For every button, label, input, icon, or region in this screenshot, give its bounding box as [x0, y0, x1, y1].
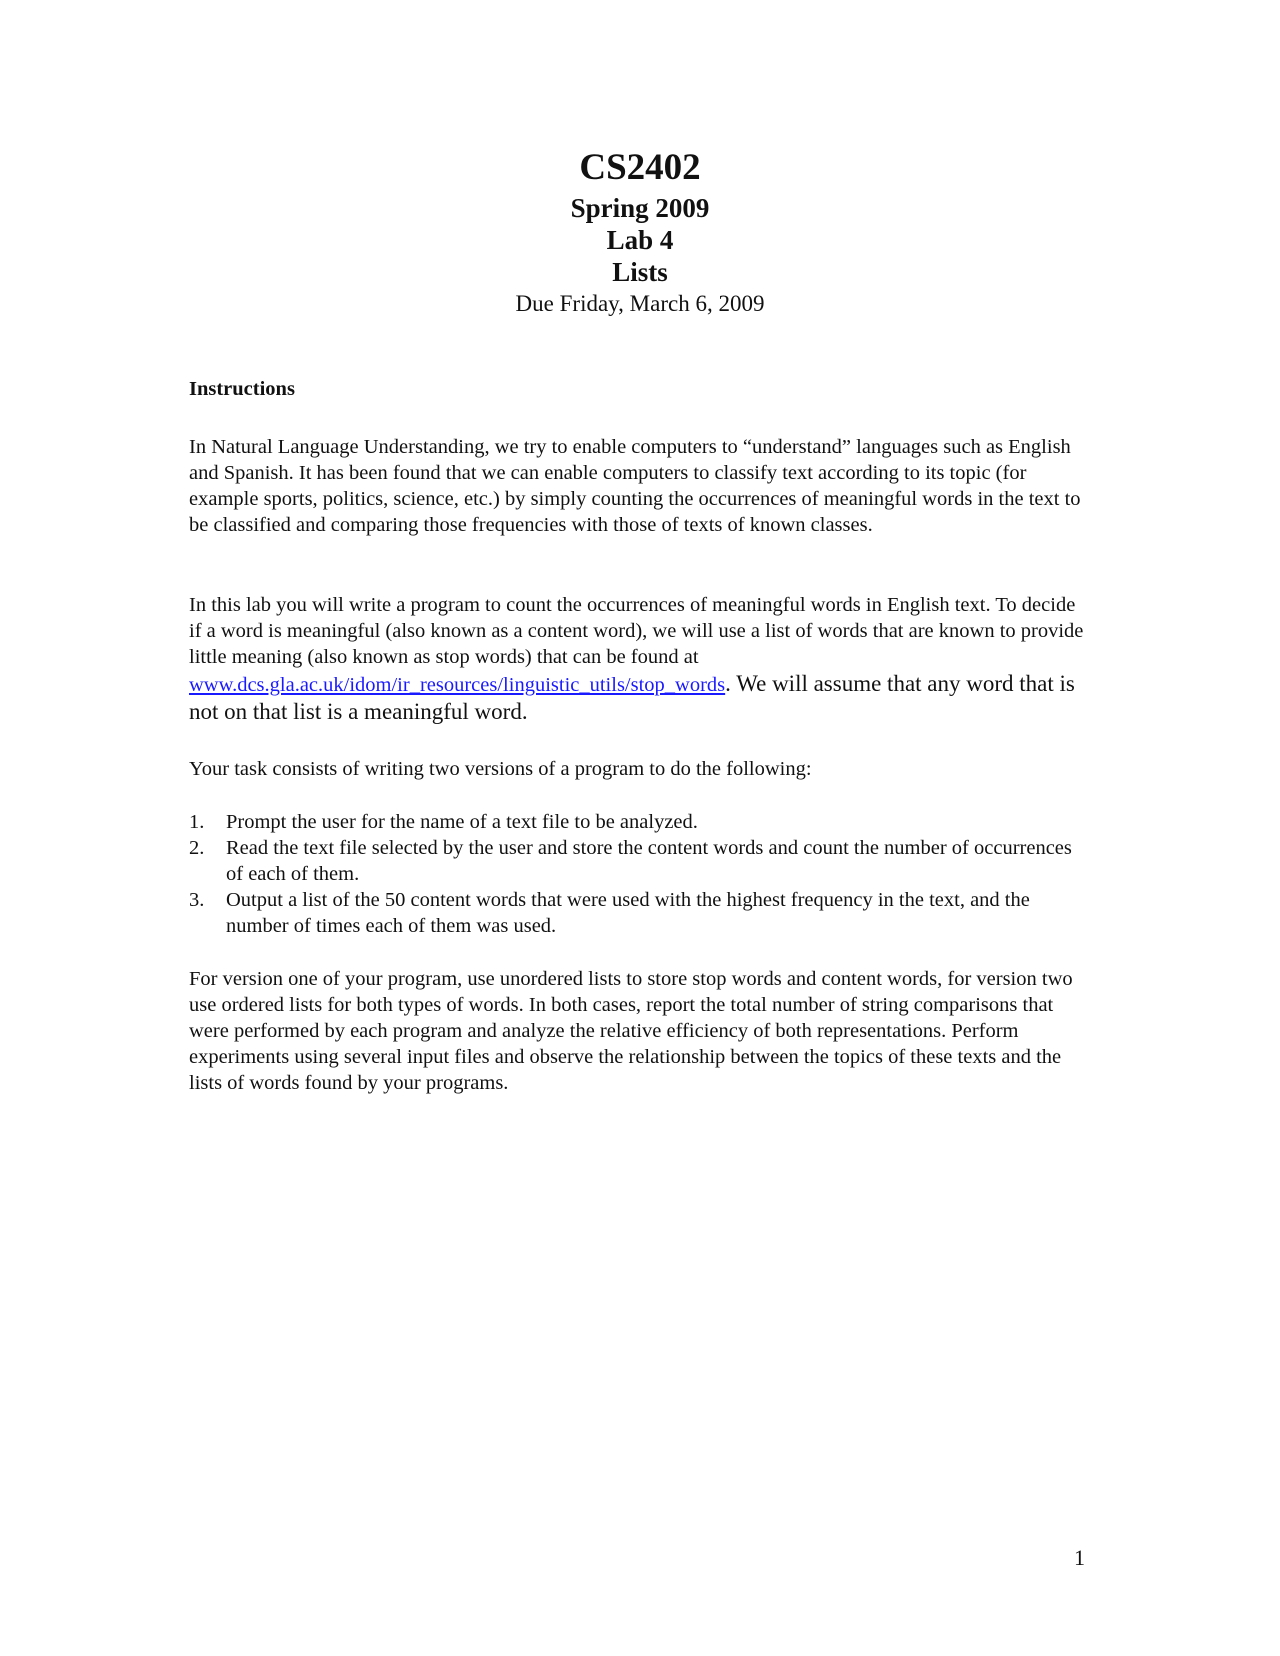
- task-intro-paragraph: Your task consists of writing two versions of a program to do the following:: [189, 758, 812, 780]
- list-item: [189, 835, 1089, 887]
- task-list: [189, 809, 1089, 939]
- stop-word-paragraph-end: . We will assume that any word that is not on that list is a meaningful word.: [189, 671, 1075, 724]
- list-item-number: 3.: [189, 889, 205, 911]
- list-item: [189, 809, 1089, 835]
- list-item-text: Prompt the user for the name of a text file to be analyzed.: [226, 811, 698, 833]
- stop-words-link[interactable]: www.dcs.gla.ac.uk/idom/ir_resources/linguistic_utils/stop_words: [189, 674, 726, 696]
- lab-title: Lab 4: [606, 225, 674, 255]
- list-item-text: Read the text file selected by the user and store the content words and count the number of occurrences of each of them.: [226, 837, 1072, 885]
- topic-title: Lists: [612, 257, 668, 287]
- intro-paragraph: In Natural Language Understanding, we try to enable computers to “understand” languages such as English and Spanish. It has been found that we can enable computers to classify text according to its topic (for example sports, politics, science, etc.) by simply counting the occurrences of meaningful words in the text to be classified and comparing those frequencies with those of texts of known classes.: [189, 436, 1081, 536]
- page-number: 1: [1074, 1545, 1085, 1570]
- stop-word-paragraph: [189, 592, 1089, 726]
- stop-word-paragraph-start: In this lab you will write a program to count the occurrences of meaningful words in English text. To decide if a word is meaningful (also known as a content word), we will use a list of words that are known to provide little meaning (also known as stop words) that can be found at: [189, 594, 1084, 668]
- course-title: CS2402: [579, 147, 701, 188]
- list-item-text: Output a list of the 50 content words that were used with the highest frequency in the text, and the number of times each of them was used.: [226, 889, 1030, 937]
- version-paragraph: For version one of your program, use unordered lists to store stop words and content words, for version two use ordered lists for both types of words. In both cases, report the total number of string comparisons that were performed by each program and analyze the relative efficiency of both representations. Perform experiments using several input files and observe the relationship between the topics of these texts and the lists of words found by your programs.: [189, 968, 1073, 1094]
- list-item-number: 1.: [189, 811, 205, 833]
- due-date: Due Friday, March 6, 2009: [515, 291, 765, 316]
- list-item: [189, 887, 1089, 939]
- list-item-number: 2.: [189, 837, 205, 859]
- term-title: Spring 2009: [570, 193, 710, 223]
- instructions-heading: Instructions: [189, 378, 295, 400]
